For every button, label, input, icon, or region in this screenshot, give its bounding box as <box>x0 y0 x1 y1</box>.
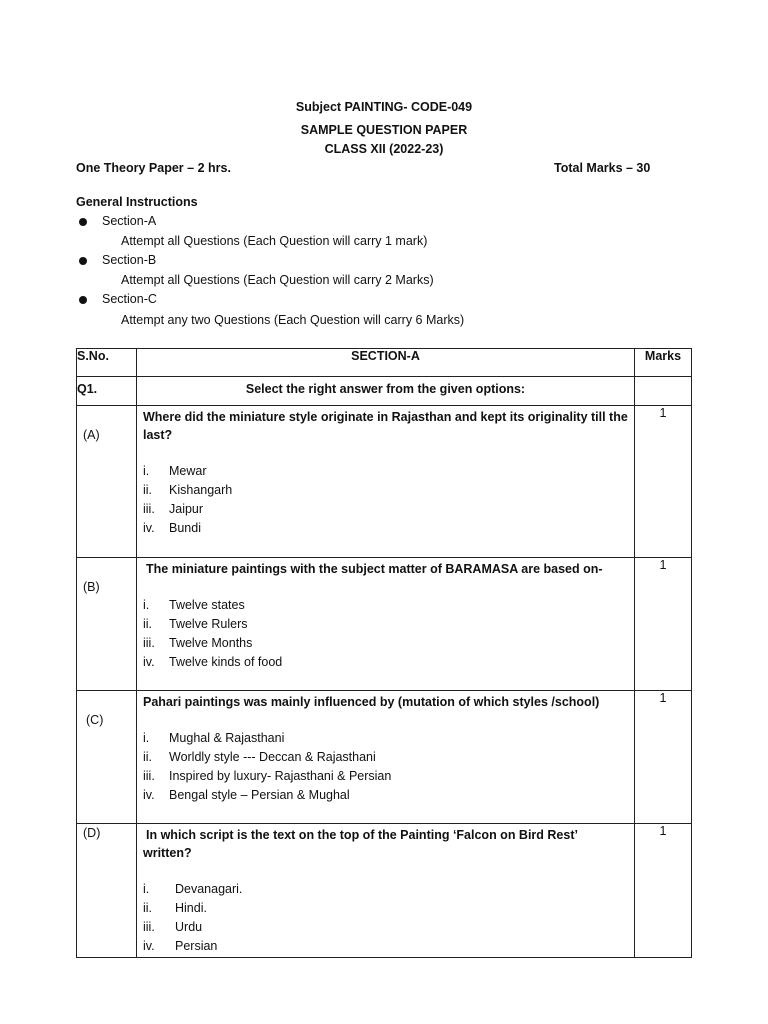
list-item: iii. Inspired by luxury- Rajasthani & Persian <box>143 769 392 783</box>
header-sno: S.No. <box>77 349 137 377</box>
duration: One Theory Paper – 2 hrs. <box>76 161 231 175</box>
question-label: (A) <box>83 428 100 442</box>
list-item: iv. Bundi <box>143 521 201 535</box>
question-label: (D) <box>83 826 101 840</box>
list-item: ii. Worldly style --- Deccan & Rajasthani <box>143 750 376 764</box>
section-b-detail: Attempt all Questions (Each Question will carry 2 Marks) <box>121 273 434 287</box>
list-item: iv. Bengal style – Persian & Mughal <box>143 788 350 802</box>
question-marks: 1 <box>635 406 692 558</box>
header-section: SECTION-A <box>137 349 635 377</box>
list-item: iii. Jaipur <box>143 502 204 516</box>
table-row <box>77 824 692 958</box>
bullet-icon <box>79 296 87 304</box>
total-marks: Total Marks – 30 <box>554 161 651 175</box>
section-c-detail: Attempt any two Questions (Each Question will carry 6 Marks) <box>121 313 465 327</box>
list-item: iv. Persian <box>143 939 218 953</box>
question-label-cell <box>77 406 137 558</box>
section-c-label: Section-C <box>102 292 157 306</box>
question-text: In which script is the text on the top of the Painting ‘Falcon on Bird Rest’ written? <box>143 828 578 860</box>
list-item: i. Mewar <box>143 464 207 478</box>
question-label-cell <box>77 558 137 691</box>
subject-title: Subject PAINTING- CODE-049 <box>295 100 473 114</box>
section-a-detail: Attempt all Questions (Each Question will carry 1 mark) <box>121 234 428 248</box>
instructions-title: General Instructions <box>76 195 198 209</box>
list-item: iii. Twelve Months <box>143 636 253 650</box>
paper-type: SAMPLE QUESTION PAPER <box>300 123 468 137</box>
list-item: i. Twelve states <box>143 598 245 612</box>
question-marks: 1 <box>635 691 692 824</box>
table-row <box>77 406 692 558</box>
section-a-label: Section-A <box>102 214 157 228</box>
q1-text: Select the right answer from the given options: <box>137 377 635 406</box>
list-item: ii. Hindi. <box>143 901 207 915</box>
options-list <box>137 596 634 672</box>
question-cell <box>137 558 635 691</box>
options-list <box>137 880 634 956</box>
question-label: (C) <box>86 713 104 727</box>
header-marks: Marks <box>635 349 692 377</box>
class-title: CLASS XII (2022-23) <box>324 142 444 156</box>
q1-label: Q1. <box>77 377 137 406</box>
question-text: Pahari paintings was mainly influenced by (mutation of which styles /school) <box>143 695 600 709</box>
question-table <box>76 348 692 958</box>
table-row <box>77 558 692 691</box>
table-header-row <box>77 349 692 377</box>
options-list <box>137 462 634 538</box>
question-text: Where did the miniature style originate in Rajasthan and kept its originality till the last? <box>143 410 628 442</box>
bullet-icon <box>79 218 87 226</box>
list-item: iii. Urdu <box>143 920 203 934</box>
question-marks: 1 <box>635 558 692 691</box>
question-cell <box>137 824 635 958</box>
list-item: iv. Twelve kinds of food <box>143 655 283 669</box>
list-item: ii. Kishangarh <box>143 483 233 497</box>
table-row <box>77 691 692 824</box>
q1-row <box>77 377 692 406</box>
question-label-cell <box>77 824 137 958</box>
question-cell <box>137 691 635 824</box>
section-b-label: Section-B <box>102 253 157 267</box>
list-item: i. Devanagari. <box>143 882 243 896</box>
question-label: (B) <box>83 580 100 594</box>
question-text: The miniature paintings with the subject matter of BARAMASA are based on- <box>146 562 603 576</box>
question-cell <box>137 406 635 558</box>
bullet-icon <box>79 257 87 265</box>
options-list <box>137 729 634 805</box>
question-label-cell <box>77 691 137 824</box>
question-marks: 1 <box>635 824 692 958</box>
q1-marks <box>635 377 692 406</box>
list-item: i. Mughal & Rajasthani <box>143 731 285 745</box>
list-item: ii. Twelve Rulers <box>143 617 248 631</box>
